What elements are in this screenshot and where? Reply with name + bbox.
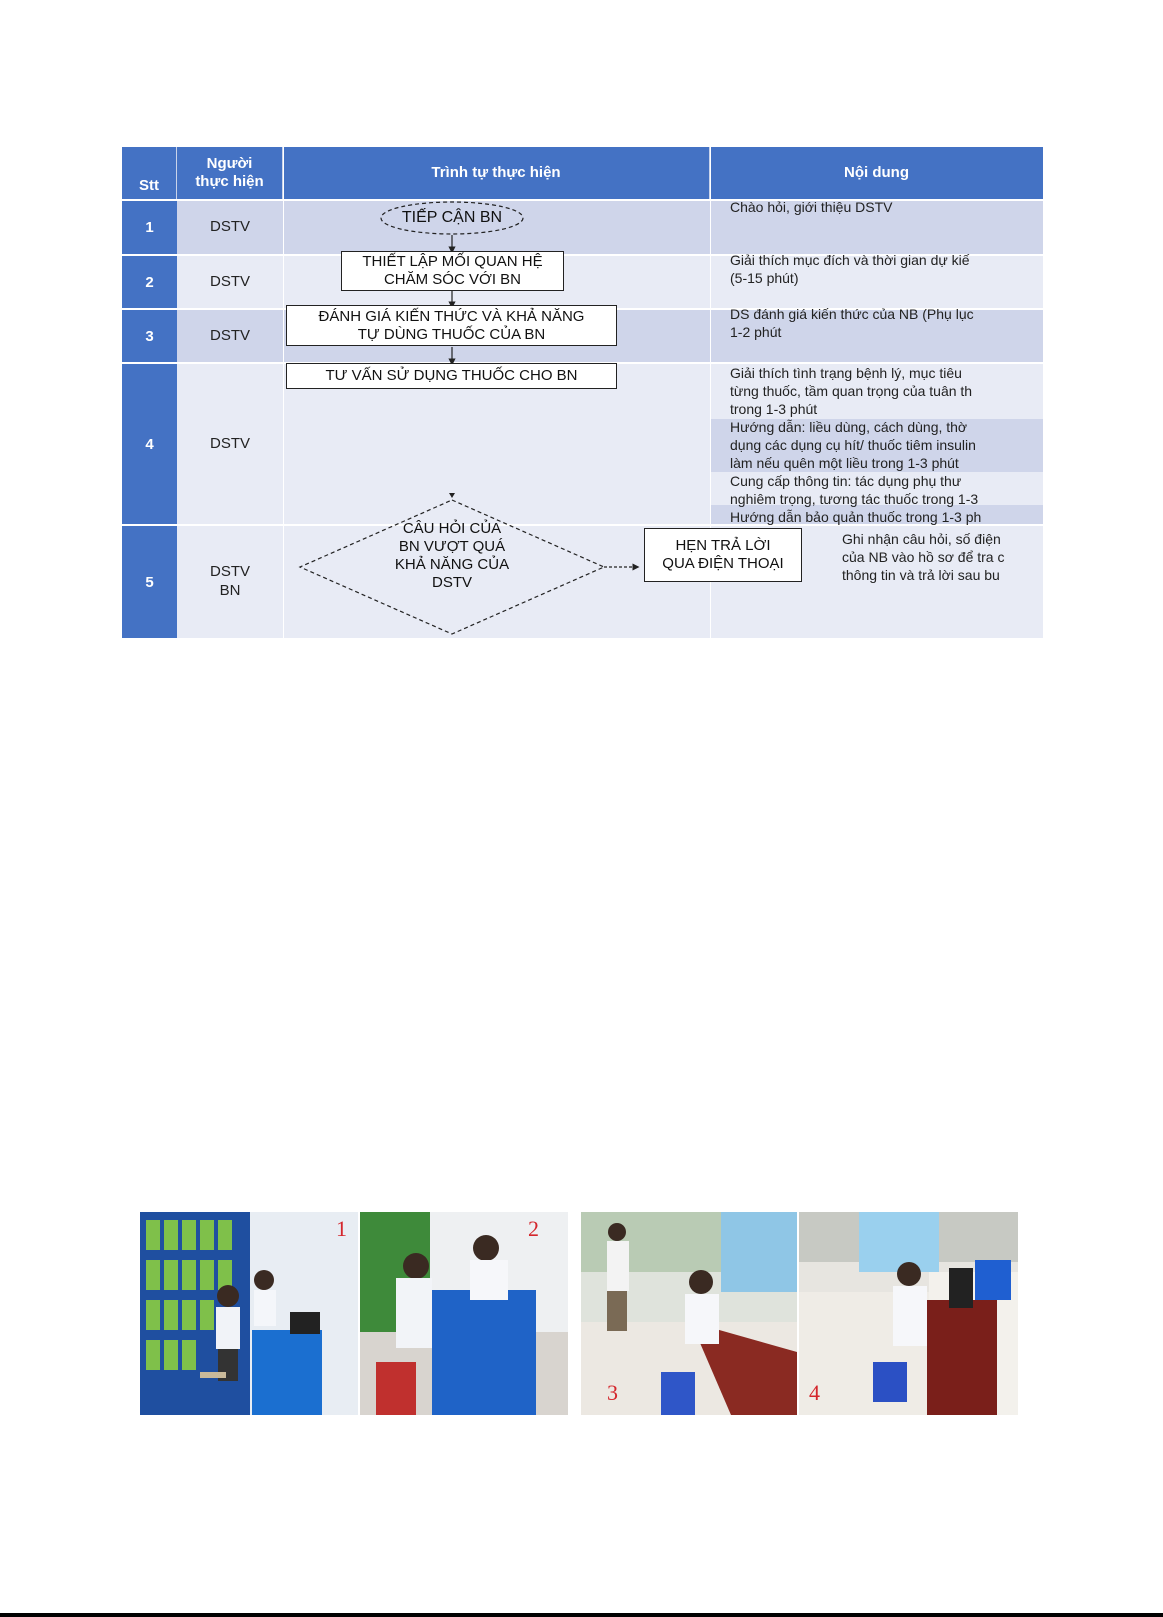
step-5-line-2: BN VƯỢT QUÁ: [398, 538, 506, 555]
photo-2-number: 2: [528, 1216, 539, 1241]
person-5-text-2: BN: [219, 582, 241, 599]
step-4-box: [286, 363, 617, 389]
header-person-text: Người thực hiện: [195, 155, 264, 190]
stt-5: 5: [122, 524, 177, 638]
person-1-text: DSTV: [209, 218, 250, 235]
content-5-line-1: Ghi nhận câu hỏi, số điện: [842, 531, 1001, 547]
photo-4-scene: [799, 1212, 1018, 1415]
step-1-text: TIẾP CẬN BN: [401, 209, 503, 226]
photo-3-number: 3: [607, 1380, 618, 1405]
content-5: [842, 530, 1043, 584]
header-stt: Stt: [122, 147, 177, 199]
content-3: [730, 305, 1043, 341]
photo-1-scene: [140, 1212, 358, 1415]
content-2-line-1: Giải thích mục đích và thời gian dự kiế: [730, 252, 970, 268]
content-4-line-1: Giải thích tình trạng bệnh lý, mục tiêu: [730, 365, 962, 381]
person-2-text: DSTV: [209, 272, 250, 290]
diamond-top-marker: [449, 493, 455, 498]
content-2-line-2: (5-15 phút): [730, 270, 799, 286]
step-5-line-4: DSTV: [431, 574, 472, 591]
stt-3: 3: [122, 308, 177, 362]
step-2-line-1: THIẾT LẬP MỐI QUAN HỆ: [362, 253, 543, 270]
step-5-result-box: [644, 528, 802, 582]
step-3-line-1: ĐÁNH GIÁ KIẾN THỨC VÀ KHẢ NĂNG: [318, 307, 585, 325]
content-4-line-3: trong 1-3 phút: [730, 401, 818, 417]
photo-2: [360, 1212, 568, 1415]
photo-1: [140, 1212, 358, 1415]
content-5-line-2: của NB vào hồ sơ để tra c: [842, 549, 1005, 565]
step-3-box: [286, 305, 617, 346]
photo-3: [581, 1212, 797, 1415]
step-4-line-1: TƯ VẤN SỬ DỤNG THUỐC CHO BN: [325, 367, 578, 384]
person-4-text: DSTV: [209, 434, 250, 452]
photo-4: [799, 1212, 1018, 1415]
stt-2: 2: [122, 254, 177, 308]
content-3-line-1: DS đánh giá kiến thức của NB (Phụ lục: [730, 306, 974, 322]
content-5-line-3: thông tin và trả lời sau bu: [842, 567, 1000, 583]
content-4-line-8: nghiêm trọng, tương tác thuốc trong 1-3: [730, 491, 979, 507]
step-3-line-2: TỰ DÙNG THUỐC CỦA BN: [357, 325, 546, 343]
step-2-line-2: CHĂM SÓC VỚI BN: [383, 271, 522, 288]
header-sequence: Trình tự thực hiện: [283, 147, 710, 199]
content-4-line-4: Hướng dẫn: liều dùng, cách dùng, thờ: [730, 419, 968, 435]
photo-4-number: 4: [809, 1380, 820, 1405]
step-5-line-3: KHẢ NĂNG CỦA: [394, 556, 510, 573]
step-5-decision-text: [372, 520, 532, 592]
stt-1: 1: [122, 199, 177, 254]
content-4-line-5: dụng các dụng cụ hít/ thuốc tiêm insulin: [730, 437, 976, 453]
photo-1-number: 1: [336, 1216, 347, 1241]
content-4-line-6: làm nếu quên một liều trong 1-3 phút: [730, 455, 959, 471]
header-content: Nội dung: [710, 147, 1043, 199]
step-5-result-line-2: QUA ĐIỆN THOẠI: [662, 555, 784, 572]
process-table: [122, 147, 1043, 638]
content-1-line-1: Chào hỏi, giới thiệu DSTV: [730, 199, 893, 215]
content-4-line-2: từng thuốc, tầm quan trọng của tuân th: [730, 383, 973, 399]
content-2: [730, 251, 1043, 287]
content-3-line-2: 1-2 phút: [730, 324, 782, 340]
content-4-line-9: Hướng dẫn bảo quản thuốc trong 1-3 ph: [730, 509, 982, 525]
photo-2-scene: [360, 1212, 568, 1415]
page-bottom-rule: [0, 1613, 1163, 1617]
person-5-text-1: DSTV: [209, 563, 250, 580]
content-4-line-7: Cung cấp thông tin: tác dụng phụ thư: [730, 473, 962, 489]
step-2-box: [341, 251, 564, 291]
stt-4: 4: [122, 362, 177, 524]
content-1: [730, 198, 1043, 216]
step-5-result-line-1: HẸN TRẢ LỜI: [675, 537, 771, 554]
step-5-line-1: CÂU HỎI CỦA: [402, 520, 502, 537]
content-4: [730, 364, 1043, 526]
person-3-text: DSTV: [209, 326, 250, 344]
